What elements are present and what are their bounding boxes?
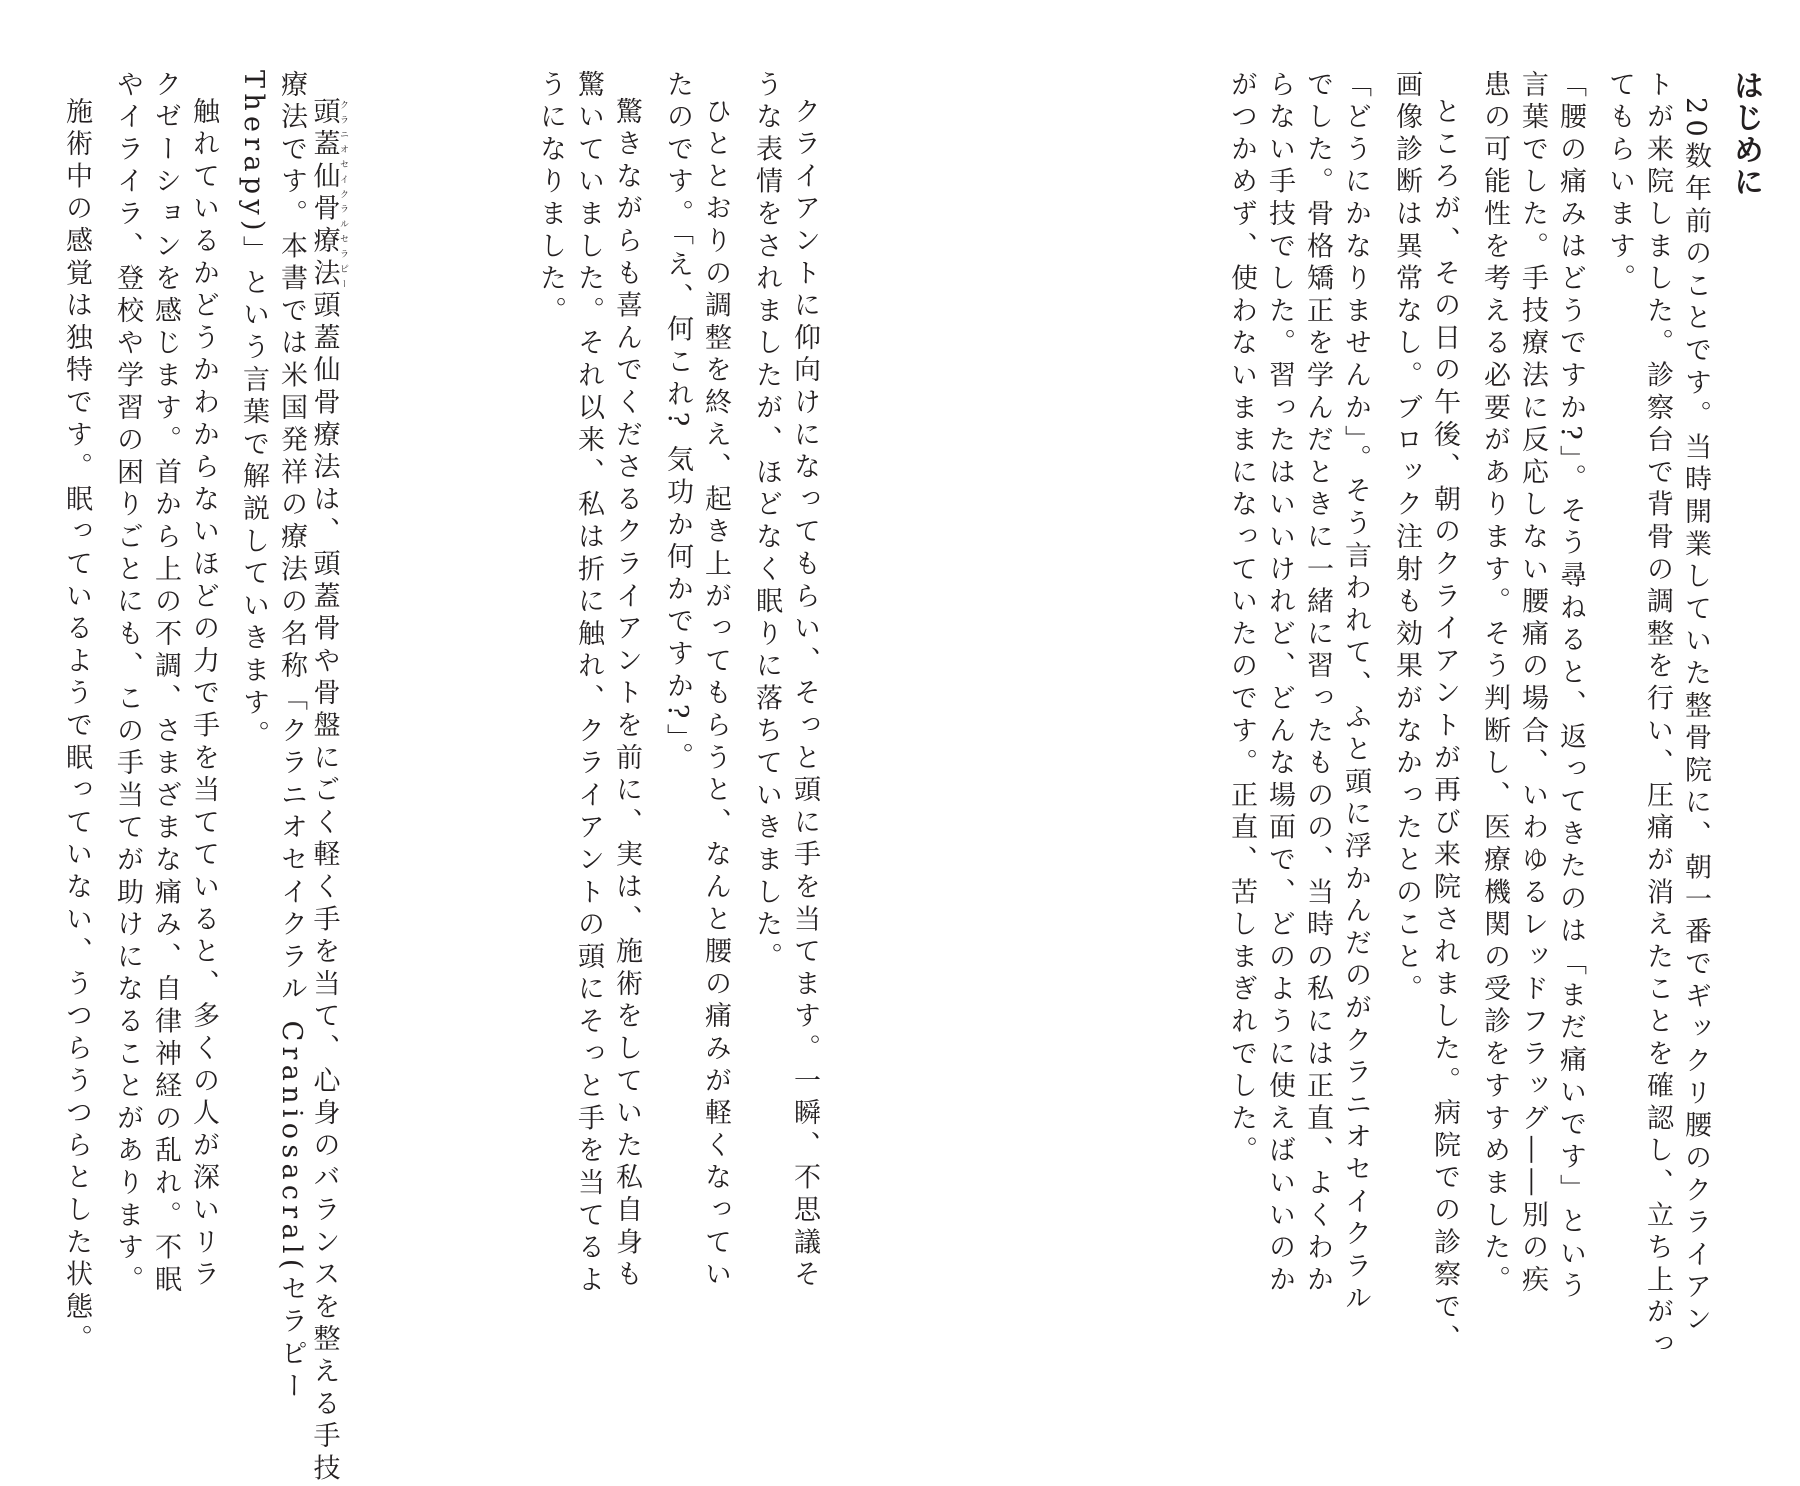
text-line: らない手技でした。習ったはいいけれど、どんな場面で、どのように使えばいいのか xyxy=(1264,70,1295,1298)
text-line: うな表情をされましたが、ほどなく眠りに落ちていきました。 xyxy=(751,70,782,975)
text-line: クゼーションを感じます。首から上の不調、さまざまな痛み、自律神経の乱れ。不眠 xyxy=(150,70,181,1298)
text-line: 施術中の感覚は独特です。眠っているようで眠っていない、うつらうつらとした状態。 xyxy=(61,97,92,1357)
chapter-heading: はじめに xyxy=(1728,70,1763,198)
text-line: がつかめず、使わないままになっていたのです。正直、苦しまぎれでした。 xyxy=(1226,70,1257,1169)
text-line: でした。骨格矯正を学んだときに一緒に習ったものの、当時の私には正直、よくわか xyxy=(1302,70,1333,1298)
text-line: トが来院しました。診察台で背骨の調整を行い、圧痛が消えたことを確認し、立ち上がっ xyxy=(1642,70,1673,1362)
text-line: うになりました。 xyxy=(535,70,566,329)
text-line: ひととおりの調整を終え、起き上がってもらうと、なんと腰の痛みが軽くなってい xyxy=(700,97,731,1293)
text-line: てもらいます。 xyxy=(1604,70,1635,297)
text-line: ところが、その日の午後、朝のクライアントが再び来院されました。病院での診察で、 xyxy=(1429,97,1460,1357)
text-line-ruby: 頭蓋仙骨療法クラニオセイクラルセラピー頭蓋仙骨療法は、頭蓋骨や骨盤にごく軽く手を当て、心身のバランスを整える手技 xyxy=(308,97,348,1486)
text-line: 療法です。本書では米国発祥の療法の名称「クラニオセイクラル Craniosacral(セラピー xyxy=(276,70,307,1404)
text-line: 驚いていました。それ以来、私は折に触れ、クライアントの頭にそっと手を当てるよ xyxy=(573,70,604,1298)
text-line: Therapy)」という言葉で解説していきます。 xyxy=(238,70,269,753)
ruby-term: 頭蓋仙骨療法クラニオセイクラルセラピー xyxy=(308,97,348,291)
text-line: 「腰の痛みはどうですか?」。そう尋ねると、返ってきたのは「まだ痛いです」という xyxy=(1555,70,1586,1304)
text-line: たのです。「え、何これ? 気功か何かですか?」。 xyxy=(662,70,693,775)
text-line: 言葉でした。手技療法に反応しない腰痛の場合、いわゆるレッドフラッグ――別の疾 xyxy=(1517,70,1548,1298)
text-line: 驚きながらも喜んでくださるクライアントを前に、実は、施術をしていた私自身も xyxy=(611,97,642,1293)
text-line: やイライラ、登校や学習の困りごとにも、この手当てが助けになることがあります。 xyxy=(112,70,143,1298)
text-line: 患の可能性を考える必要があります。そう判断し、医療機関の受診をすすめました。 xyxy=(1479,70,1510,1298)
text-line: 「どうにかなりませんか」。そう言われて、ふと頭に浮かんだのがクラニオセイクラル xyxy=(1340,70,1371,1317)
text-line: クライアントに仰向けになってもらい、そっと頭に手を当てます。一瞬、不思議そ xyxy=(789,97,820,1293)
text-line: 20数年前のことです。当時開業していた整骨院に、朝一番でギックリ腰のクライアン xyxy=(1680,97,1711,1338)
text-line: 触れているかどうかわからないほどの力で手を当てていると、多くの人が深いリラ xyxy=(188,97,219,1293)
text-line: 画像診断は異常なし。ブロック注射も効果がなかったとのこと。 xyxy=(1391,70,1422,1007)
